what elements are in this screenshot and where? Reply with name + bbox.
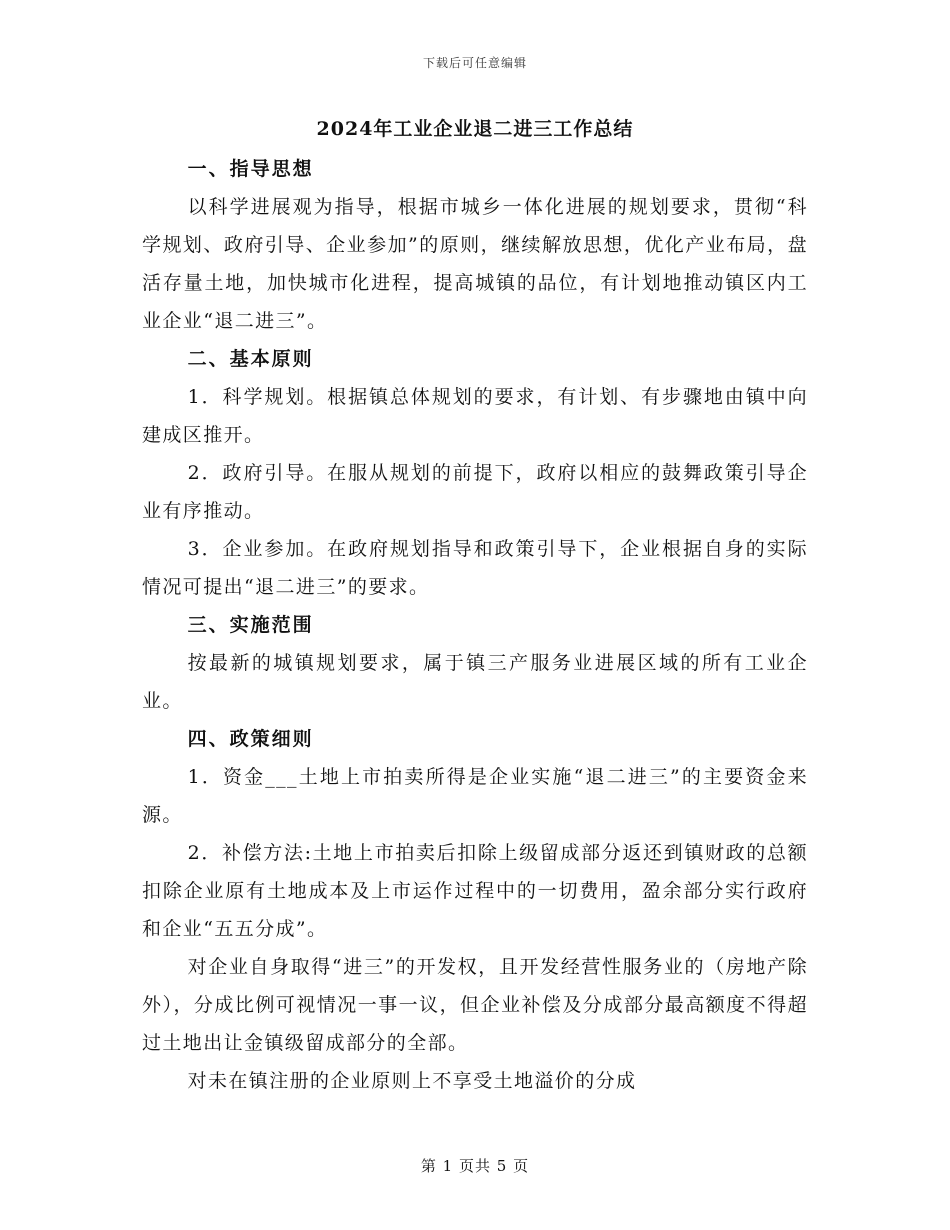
section-heading: 三、实施范围 bbox=[187, 614, 314, 636]
paragraph: 以科学进展观为指导，根据市城乡一体化进展的规划要求，贯彻“科学规划、政府引导、企业参加”的原则，继续解放思想，优化产业布局，盘活存量土地，加快城市化进程，提高城镇的品位，有计划地推动镇区内工业企业“退二进三”。 bbox=[142, 196, 808, 332]
paragraph: 按最新的城镇规划要求，属于镇三产服务业进展区域的所有工业企业。 bbox=[142, 652, 808, 712]
paragraph: 1．资金___土地上市拍卖所得是企业实施“退二进三”的主要资金来源。 bbox=[142, 766, 808, 826]
section-heading: 一、指导思想 bbox=[187, 158, 314, 180]
document-body bbox=[142, 150, 808, 1100]
paragraph: 对未在镇注册的企业原则上不享受土地溢价的分成 bbox=[187, 1070, 637, 1092]
header-note: 下载后可任意编辑 bbox=[422, 56, 527, 70]
paragraph: 2．补偿方法:土地上市拍卖后扣除上级留成部分返还到镇财政的总额扣除企业原有土地成本及上市运作过程中的一切费用，盈余部分实行政府和企业“五五分成”。 bbox=[142, 842, 808, 940]
section-heading: 四、政策细则 bbox=[187, 728, 314, 750]
paragraph: 对企业自身取得“进三”的开发权，且开发经营性服务业的（房地产除外），分成比例可视情况一事一议，但企业补偿及分成部分最高额度不得超过土地出让金镇级留成部分的全部。 bbox=[142, 956, 808, 1054]
paragraph: 3．企业参加。在政府规划指导和政策引导下，企业根据自身的实际情况可提出“退二进三”的要求。 bbox=[142, 538, 808, 598]
document-title: 2024年工业企业退二进三工作总结 bbox=[316, 118, 634, 140]
paragraph: 1．科学规划。根据镇总体规划的要求，有计划、有步骤地由镇中向建成区推开。 bbox=[142, 386, 808, 446]
page-footer: 第 1 页共 5 页 bbox=[420, 1157, 530, 1175]
paragraph: 2．政府引导。在服从规划的前提下，政府以相应的鼓舞政策引导企业有序推动。 bbox=[142, 462, 808, 522]
section-heading: 二、基本原则 bbox=[187, 348, 314, 370]
